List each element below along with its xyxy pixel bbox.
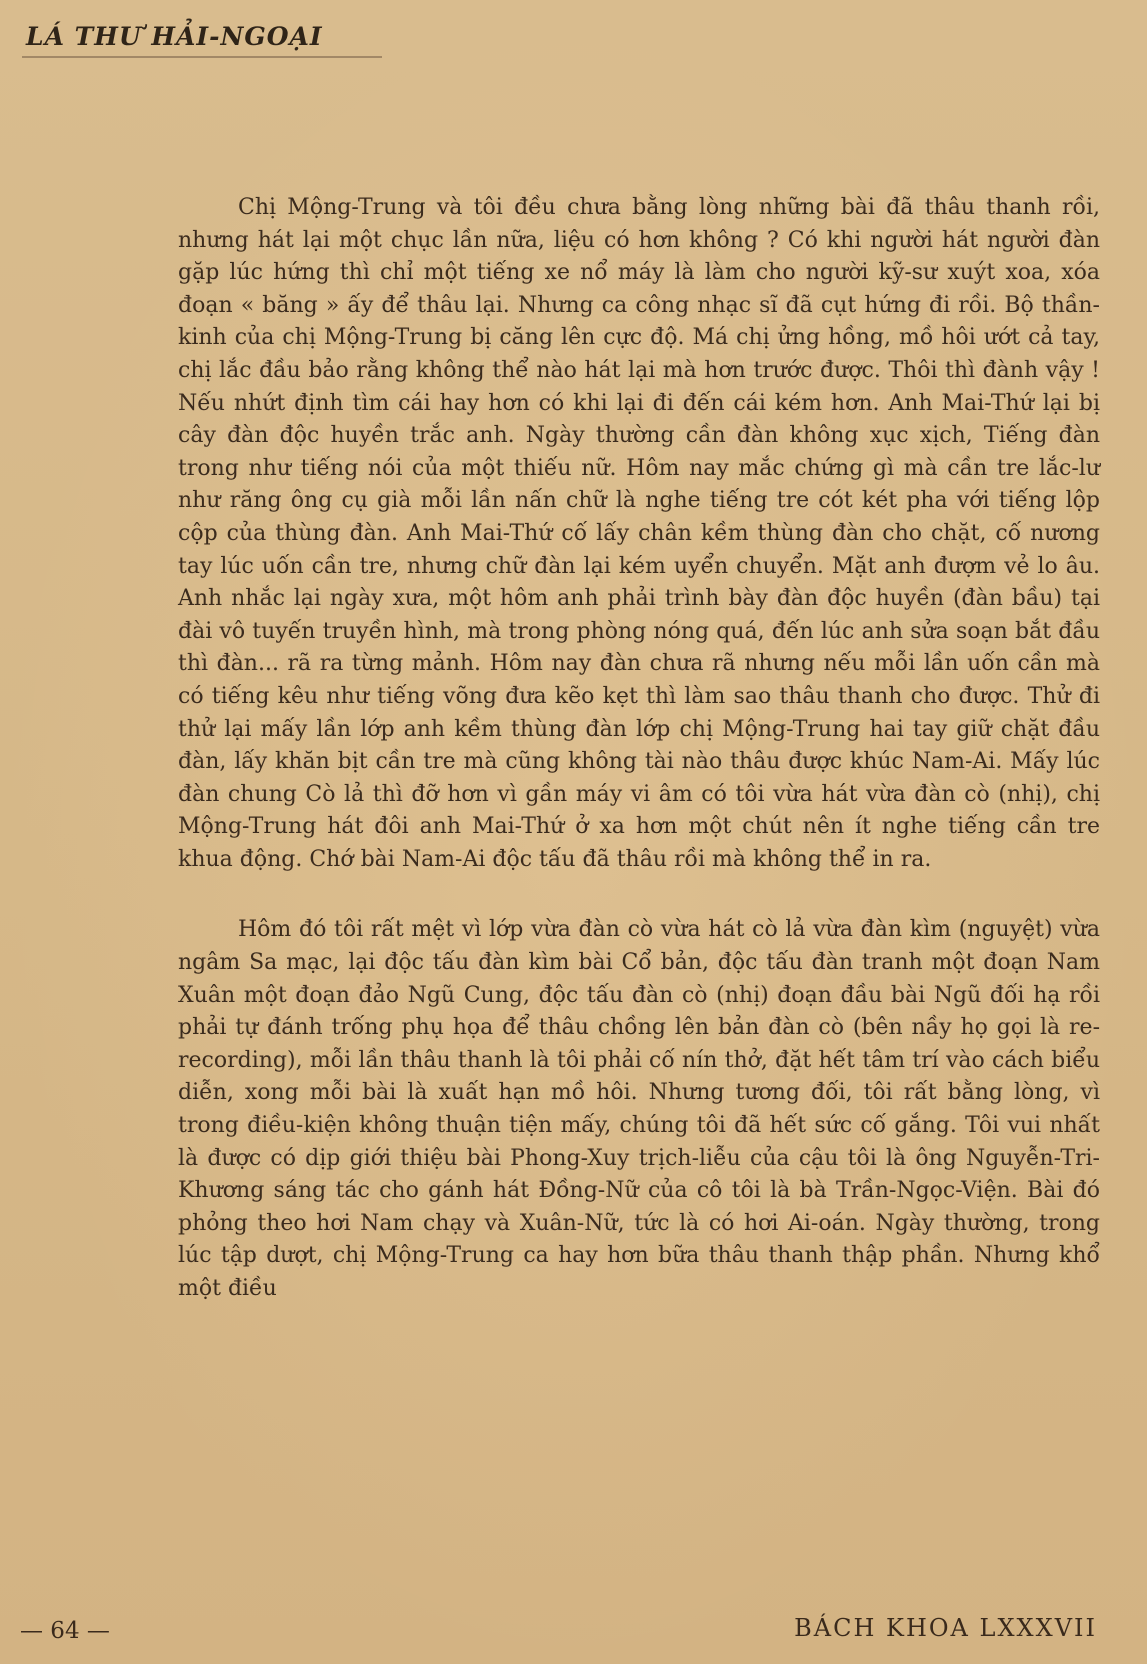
publication-footer: BÁCH KHOA LXXXVII [794, 1614, 1097, 1642]
article-body [178, 192, 1100, 1306]
paragraph-1: Chị Mộng-Trung và tôi đều chưa bằng lòng những bài đã thâu thanh rồi, nhưng hát lại một chục lần nữa, liệu có hơn không ? Có khi người hát người đàn gặp lúc hứng thì chỉ một tiếng xe nổ máy là làm cho người kỹ-sư xuýt xoa, xóa đoạn « băng » ấy để thâu lại. Nhưng ca công nhạc sĩ đã cụt hứng đi rồi. Bộ thần-kinh của chị Mộng-Trung bị căng lên cực độ. Má chị ửng hồng, mồ hôi ướt cả tay, chị lắc đầu bảo rằng không thể nào hát lại mà hơn trước được. Thôi thì đành vậy ! Nếu nhứt định tìm cái hay hơn có khi lại đi đến cái kém hơn. Anh Mai-Thứ lại bị cây đàn độc huyền trắc anh. Ngày thường cần đàn không xục xịch, Tiếng đàn trong như tiếng nói của một thiếu nữ. Hôm nay mắc chứng gì mà cần tre lắc-lư như răng ông cụ già mỗi lần nấn chữ là nghe tiếng tre cót két pha với tiếng lộp cộp của thùng đàn. Anh Mai-Thứ cố lấy chân kềm thùng đàn cho chặt, cố nương tay lúc uốn cần tre, nhưng chữ đàn lại kém uyển chuyển. Mặt anh đượm vẻ lo âu. Anh nhắc lại ngày xưa, một hôm anh phải trình bày đàn độc huyền (đàn bầu) tại đài vô tuyến truyền hình, mà trong phòng nóng quá, đến lúc anh sửa soạn bắt đầu thì đàn... rã ra từng mảnh. Hôm nay đàn chưa rã nhưng nếu mỗi lần uốn cần mà có tiếng kêu như tiếng võng đưa kẽo kẹt thì làm sao thâu thanh cho được. Thử đi thử lại mấy lần lớp anh kềm thùng đàn lớp chị Mộng-Trung hai tay giữ chặt đầu đàn, lấy khăn bịt cần tre mà cũng không tài nào thâu được khúc Nam-Ai. Mấy lúc đàn chung Cò lả thì đỡ hơn vì gần máy vi âm có tôi vừa hát vừa đàn cò (nhị), chị Mộng-Trung hát đôi anh Mai-Thứ ở xa hơn một chút nên ít nghe tiếng cần tre khua động. Chớ bài Nam-Ai độc tấu đã thâu rồi mà không thể in ra. [178, 195, 1100, 872]
paragraph-2: Hôm đó tôi rất mệt vì lớp vừa đàn cò vừa hát cò lả vừa đàn kìm (nguyệt) vừa ngâm Sa mạc, lại độc tấu đàn kìm bài Cổ bản, độc tấu đàn tranh một đoạn Nam Xuân một đoạn đảo Ngũ Cung, độc tấu đàn cò (nhị) đoạn đầu bài Ngũ đối hạ rồi phải tự đánh trống phụ họa để thâu chồng lên bản đàn cò (bên nầy họ gọi là re-recording), mỗi lần thâu thanh là tôi phải cố nín thở, đặt hết tâm trí vào cách biểu diễn, xong mỗi bài là xuất hạn mồ hôi. Nhưng tương đối, tôi rất bằng lòng, vì trong điều-kiện không thuận tiện mấy, chúng tôi đã hết sức cố gắng. Tôi vui nhất là được có dịp giới thiệu bài Phong-Xuy trịch-liễu của cậu tôi là ông Nguyễn-Tri-Khương sáng tác cho gánh hát Đồng-Nữ của cô tôi là bà Trần-Ngọc-Viện. Bài đó phỏng theo hơi Nam chạy và Xuân-Nữ, tức là có hơi Ai-oán. Ngày thường, trong lúc tập dượt, chị Mộng-Trung ca hay hơn bữa thâu thanh thập phần. Nhưng khổ một điều [178, 917, 1100, 1301]
header-rule [22, 56, 382, 58]
page-number: — 64 — [20, 1618, 110, 1644]
running-header-title: LÁ THƯ HẢI-NGOẠI [26, 22, 323, 51]
